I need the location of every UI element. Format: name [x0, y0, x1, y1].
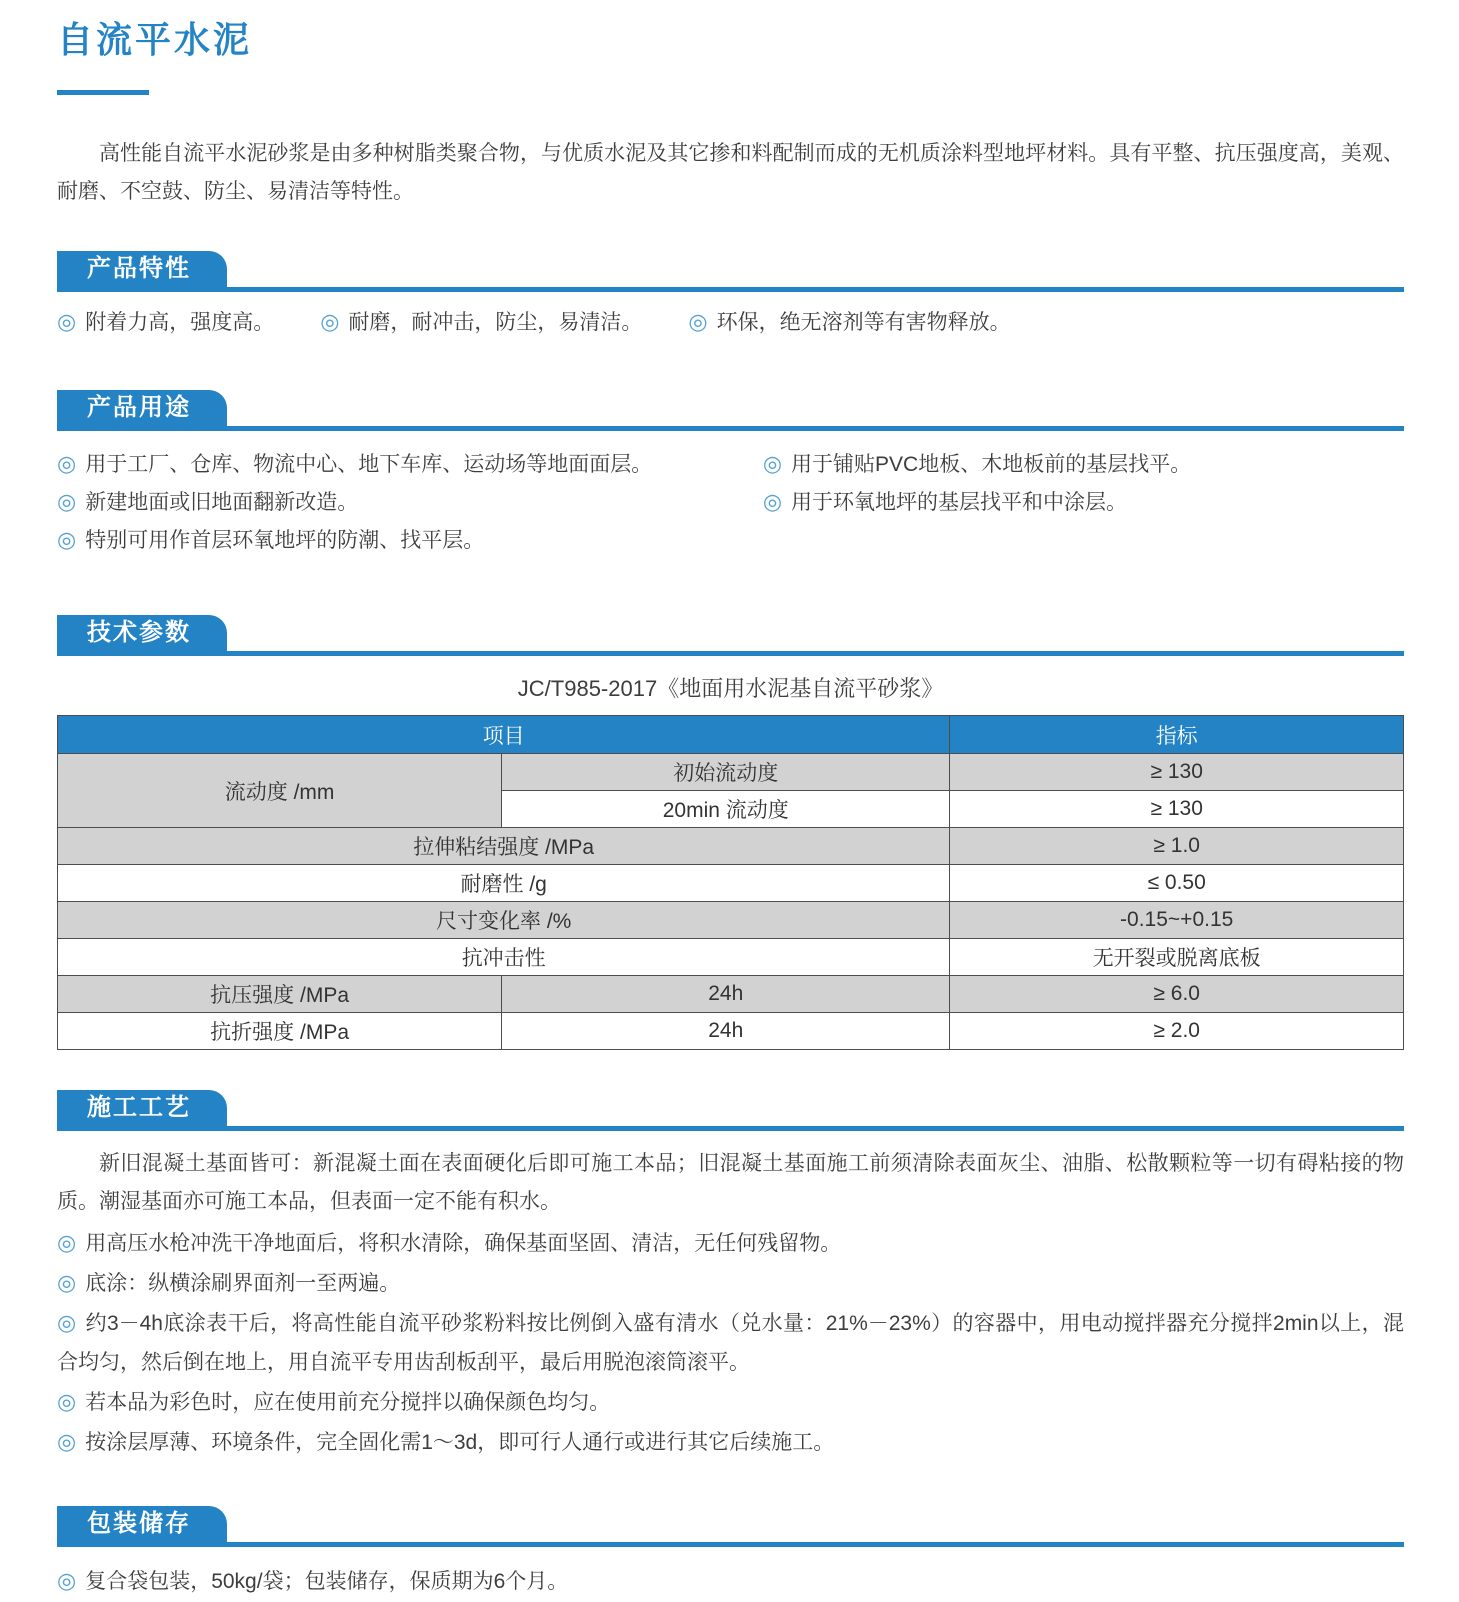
- cell-item: 拉伸粘结强度 /MPa: [58, 828, 950, 865]
- packaging-list: [57, 1561, 1404, 1602]
- process-paragraph: 新旧混凝土基面皆可：新混凝土面在表面硬化后即可施工本品；旧混凝土基面施工前须清除表面灰尘、油脂、松散颗粒等一切有碍粘接的物质。潮湿基面亦可施工本品，但表面一定不能有积水。: [57, 1152, 1404, 1213]
- title-underline: [57, 90, 149, 95]
- page-title: 自流平水泥: [57, 19, 253, 60]
- cell-value: ≤ 0.50: [950, 865, 1404, 902]
- list-item-label: 附着力高，强度高。: [85, 311, 275, 334]
- section-features: [57, 251, 1404, 340]
- list-item-label: 用于工厂、仓库、物流中心、地下车库、运动场等地面面层。: [85, 453, 653, 476]
- ring-bullet-icon: ◎: [762, 489, 783, 514]
- ring-bullet-icon: ◎: [320, 309, 340, 334]
- section-uses: [57, 390, 1404, 559]
- list-item: [57, 521, 763, 559]
- cell-sub-item: 初始流动度: [502, 754, 950, 791]
- process-list: [57, 1223, 1404, 1462]
- list-item: [57, 1561, 1404, 1602]
- section-process: [57, 1090, 1404, 1462]
- ring-bullet-icon: ◎: [57, 489, 77, 514]
- ring-bullet-icon: ◎: [57, 309, 77, 334]
- cell-value: ≥ 130: [950, 791, 1404, 828]
- table-row: [58, 1013, 1404, 1050]
- table-row: [58, 939, 1404, 976]
- cell-item: 抗折强度 /MPa: [58, 1013, 502, 1050]
- table-row: [58, 828, 1404, 865]
- standard-caption: JC/T985-2017《地面用水泥基自流平砂浆》: [517, 676, 944, 701]
- ring-bullet-icon: ◎: [688, 309, 708, 334]
- section-heading-process: 施工工艺: [57, 1090, 227, 1126]
- intro-paragraph: 高性能自流平水泥砂浆是由多种树脂类聚合物，与优质水泥及其它掺和料配制而成的无机质涂料型地坪材料。具有平整、抗压强度高，美观、耐磨、不空鼓、防尘、易清洁等特性。: [57, 142, 1404, 203]
- list-item: [763, 445, 1404, 483]
- table-row: [58, 902, 1404, 939]
- section-heading-bar: [57, 390, 1404, 431]
- parameters-table: [57, 715, 1404, 1050]
- cell-value: ≥ 2.0: [950, 1013, 1404, 1050]
- list-item: [57, 1223, 1404, 1263]
- cell-item: 流动度 /mm: [58, 754, 502, 828]
- list-item-label: 新建地面或旧地面翻新改造。: [85, 491, 359, 514]
- list-item-label: 用于铺贴PVC地板、木地板前的基层找平。: [791, 453, 1192, 476]
- ring-bullet-icon: ◎: [57, 1389, 77, 1414]
- ring-bullet-icon: ◎: [57, 1270, 77, 1295]
- table-row: [58, 865, 1404, 902]
- list-item-label: 用于环氧地坪的基层找平和中涂层。: [791, 491, 1128, 514]
- list-item-label: 用高压水枪冲洗干净地面后，将积水清除，确保基面坚固、清洁，无任何残留物。: [85, 1232, 842, 1255]
- list-item-label: 耐磨，耐冲击，防尘，易清洁。: [348, 311, 643, 334]
- ring-bullet-icon: ◎: [57, 451, 77, 476]
- section-heading-parameters: 技术参数: [57, 615, 227, 651]
- list-item: [57, 1422, 1404, 1462]
- list-item-label: 若本品为彩色时，应在使用前充分搅拌以确保颜色均匀。: [85, 1391, 611, 1414]
- cell-value: -0.15~+0.15: [950, 902, 1404, 939]
- cell-value: ≥ 1.0: [950, 828, 1404, 865]
- cell-sub-item: 24h: [502, 976, 950, 1013]
- ring-bullet-icon: ◎: [57, 1310, 77, 1335]
- datasheet-page: [57, 0, 1404, 1602]
- cell-sub-item: 24h: [502, 1013, 950, 1050]
- cell-item: 抗压强度 /MPa: [58, 976, 502, 1013]
- ring-bullet-icon: ◎: [57, 1230, 77, 1255]
- cell-sub-item: 20min 流动度: [502, 791, 950, 828]
- uses-right-column: [763, 445, 1404, 559]
- section-heading-bar: [57, 615, 1404, 656]
- cell-value: ≥ 6.0: [950, 976, 1404, 1013]
- section-heading-bar: [57, 1506, 1404, 1547]
- section-heading-bar: [57, 1090, 1404, 1131]
- list-item-label: 环保，绝无溶剂等有害物释放。: [716, 311, 1011, 334]
- list-item-label: 按涂层厚薄、环境条件，完全固化需1～3d，即可行人通行或进行其它后续施工。: [85, 1431, 835, 1454]
- list-item-label: 特别可用作首层环氧地坪的防潮、找平层。: [85, 529, 485, 552]
- cell-item: 耐磨性 /g: [58, 865, 950, 902]
- cell-value: ≥ 130: [950, 754, 1404, 791]
- features-list: [57, 305, 1404, 340]
- section-heading-bar: [57, 251, 1404, 292]
- list-item: [57, 1382, 1404, 1422]
- table-row: [58, 976, 1404, 1013]
- list-item: [57, 305, 274, 340]
- list-item: [57, 445, 763, 483]
- section-parameters: [57, 615, 1404, 1050]
- ring-bullet-icon: ◎: [57, 1568, 77, 1593]
- list-item: [57, 483, 763, 521]
- cell-item: 尺寸变化率 /%: [58, 902, 950, 939]
- uses-list: [57, 445, 1404, 559]
- list-item: [57, 1263, 1404, 1303]
- column-header-index: 指标: [950, 716, 1404, 754]
- section-heading-packaging: 包装储存: [57, 1506, 227, 1542]
- ring-bullet-icon: ◎: [57, 527, 77, 552]
- uses-left-column: [57, 445, 763, 559]
- section-packaging: [57, 1506, 1404, 1602]
- ring-bullet-icon: ◎: [762, 451, 783, 476]
- cell-value: 无开裂或脱离底板: [950, 939, 1404, 976]
- list-item: [763, 483, 1404, 521]
- list-item-label: 复合袋包装，50kg/袋；包装储存，保质期为6个月。: [85, 1570, 569, 1593]
- list-item-label: 约3－4h底涂表干后，将高性能自流平砂浆粉料按比例倒入盛有清水（兑水量：21%－23%）的容器中，用电动搅拌器充分搅拌2min以上，混合均匀，然后倒在地上，用自流平专用齿刮板刮平，最后用脱泡滚筒滚平。: [57, 1312, 1404, 1374]
- list-item: [320, 305, 642, 340]
- cell-item: 抗冲击性: [58, 939, 950, 976]
- column-header-item: 项目: [58, 716, 950, 754]
- table-row: [58, 754, 1404, 791]
- ring-bullet-icon: ◎: [57, 1429, 77, 1454]
- section-heading-features: 产品特性: [57, 251, 227, 287]
- list-item: [57, 1303, 1404, 1382]
- list-item-label: 底涂：纵横涂刷界面剂一至两遍。: [85, 1272, 401, 1295]
- table-header-row: [58, 716, 1404, 754]
- section-heading-uses: 产品用途: [57, 390, 227, 426]
- list-item: [688, 305, 1010, 340]
